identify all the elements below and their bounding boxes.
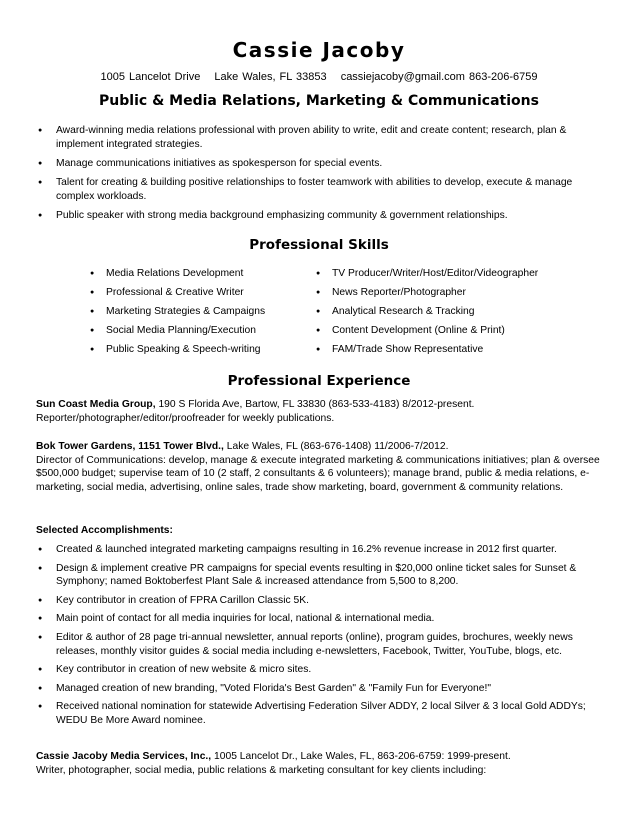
summary-item: ● Public speaker with strong media background emphasizing community & government relationships. [38,209,606,223]
skill-item: ● Social Media Planning/Execution [90,325,316,336]
experience-title: Professional Experience [227,373,411,389]
summary-list [38,124,606,228]
skill-row [90,321,610,340]
summary-item: ● Manage communications initiatives as spokesperson for special events. [38,157,606,171]
skill-row [90,302,610,321]
job-role: Reporter/photographer/editor/proofreader for weekly publications. [36,412,335,424]
headline: Public & Media Relations, Marketing & Communications [99,93,539,109]
job-bok-tower [36,440,606,494]
job-header [36,398,606,412]
accomplishment-item: ● Received national nomination for statewide Advertising Federation Silver ADDY, 2 local Silver & 3 local Gold ADDYs; WEDU Be More Award nominee. [38,700,606,727]
skills-grid [90,264,610,359]
job-details: Lake Wales, FL (863-676-1408) 11/2006-7/2012. [223,441,449,452]
email-phone: cassiejacoby@gmail.com 863-206-6759 [340,71,538,83]
accomplishment-item: ● Main point of contact for all media inquiries for local, national & international media. [38,612,606,626]
accomplishment-item: ● Key contributor in creation of new website & micro sites. [38,663,606,677]
job-description: Director of Communications: develop, manage & execute integrated marketing & communications initiatives; plan & oversee $500,000 budget; supervise team of 10 (2 staff, 2 consultants & 6 volunteers); manage brand, public & media relations, e-marketing, social media, advertising, online sales, trade show marketing, board, government & community relations. [36,454,600,493]
skill-row [90,340,610,359]
accomplishment-item: ● Key contributor in creation of FPRA Carillon Classic 5K. [38,594,606,608]
employer: Sun Coast Media Group, [36,399,156,410]
accomplishment-item: ● Managed creation of new branding, "Voted Florida's Best Garden" & "Family Fun for Everyone!" [38,682,606,696]
summary-item: ● Award-winning media relations professional with proven ability to write, edit and create content; research, plan & implement integrated strategies. [38,124,606,152]
accomplishment-item: ● Design & implement creative PR campaigns for special events resulting in $20,000 online ticket sales for Sunset & Symphony; named Boktoberfest Plant Sale & increased attendance from 5,500 to 8,200. [38,562,606,589]
job-details: 1005 Lancelot Dr., Lake Wales, FL, 863-206-6759: 1999-present. [211,751,511,762]
skill-row [90,264,610,283]
skill-item: ● Analytical Research & Tracking [316,306,596,317]
accomplishment-item: ● Editor & author of 28 page tri-annual newsletter, annual reports (online), program guides, brochures, weekly news releases, monthly visitor guides & social media including e-newsletters, Facebook, Twitter, YouTube, blogs, etc. [38,631,606,658]
employer: Cassie Jacoby Media Services, Inc., [36,751,212,762]
address: 1005 Lancelot Drive [100,71,201,83]
employer: Bok Tower Gardens, 1151 Tower Blvd., [36,441,224,452]
skill-item: ● FAM/Trade Show Representative [316,344,596,355]
city: Lake Wales, FL 33853 [214,71,327,83]
summary-item: ● Talent for creating & building positive relationships to foster teamwork with abilities to develop, execute & manage complex workloads. [38,176,606,204]
job-sun-coast [36,398,606,425]
job-details: 190 S Florida Ave, Bartow, FL 33830 (863-533-4183) 8/2012-present. [155,399,475,410]
job-header [36,440,606,454]
skills-title: Professional Skills [249,237,389,253]
job-header [36,750,606,764]
skill-item: ● Media Relations Development [90,268,316,279]
skill-item: ● Public Speaking & Speech-writing [90,344,316,355]
accomplishment-item: ● Created & launched integrated marketing campaigns resulting in 16.2% revenue increase in 2012 first quarter. [38,543,606,557]
skill-row [90,283,610,302]
accomplishments-label: Selected Accomplishments: [36,525,173,536]
accomplishments-list [38,543,606,733]
skill-item: ● Content Development (Online & Print) [316,325,596,336]
skill-item: ● Marketing Strategies & Campaigns [90,306,316,317]
skill-item: ● TV Producer/Writer/Host/Editor/Videographer [316,268,596,279]
candidate-name: Cassie Jacoby [232,38,406,62]
job-description: Writer, photographer, social media, public relations & marketing consultant for key clients including: [36,764,487,776]
contact-line [0,71,638,83]
skill-item: ● News Reporter/Photographer [316,287,596,298]
skill-item: ● Professional & Creative Writer [90,287,316,298]
job-cassie-media [36,750,606,777]
